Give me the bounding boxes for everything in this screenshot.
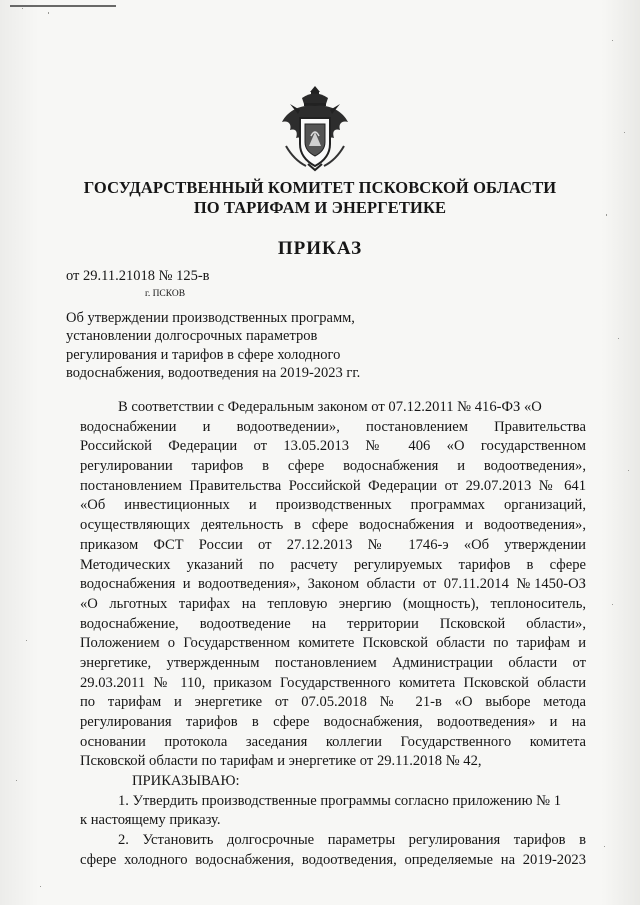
preamble-line: энергетике, утвержденным постановлением Администрации области от bbox=[80, 654, 586, 671]
authority-line-1: ГОСУДАРСТВЕННЫЙ КОМИТЕТ ПСКОВСКОЙ ОБЛАСТИ bbox=[83, 178, 557, 197]
item-1-line: к настоящему приказу. bbox=[80, 812, 221, 829]
coat-of-arms-emblem bbox=[278, 84, 352, 176]
order-subject bbox=[66, 309, 396, 383]
preamble-line: приказом ФСТ России от 27.12.2013 № 1746-э «Об утверждении bbox=[80, 536, 586, 553]
preamble-line: водоснабжения и водоотведения», Законом области от 07.11.2014 №1450-ОЗ bbox=[80, 576, 586, 593]
order-date-number: от 29.11.21018 № 125-в bbox=[66, 268, 210, 284]
preamble-line: Положением о Государственном комитете Псковской области по тарифам и bbox=[80, 635, 586, 652]
subject-line: Об утверждении производственных программ, bbox=[66, 310, 355, 326]
order-body bbox=[80, 398, 586, 871]
preamble-line: Псковской области по тарифам и энергетике от 29.11.2018 № 42, bbox=[80, 753, 482, 770]
preamble-line: 29.03.2011 № 110, приказом Государственного комитета Псковской области bbox=[80, 674, 586, 691]
preamble-line: водоснабжении и водоотведении», постановлением Правительства bbox=[80, 418, 586, 435]
issuing-authority bbox=[60, 178, 580, 218]
preamble-line: осуществляющих деятельность в сфере водоснабжения и водоотведения», bbox=[80, 517, 586, 534]
preamble-line: постановлением Правительства Российской Федерации от 29.07.2013 № 641 bbox=[80, 477, 586, 494]
preamble-line: Российской Федерации от 13.05.2013 № 406 «О государственном bbox=[80, 438, 586, 455]
item-2-line: сфере холодного водоснабжения, водоотведения, определяемые на 2019-2023 bbox=[80, 851, 586, 868]
preamble-line: «О льготных тарифах на тепловую энергию (мощность), теплоноситель, bbox=[80, 595, 586, 612]
item-1-line: 1. Утвердить производственные программы согласно приложению № 1 bbox=[118, 792, 562, 809]
authority-line-2: ПО ТАРИФАМ И ЭНЕРГЕТИКЕ bbox=[193, 198, 447, 217]
order-place: г. ПСКОВ bbox=[145, 289, 186, 299]
preamble-line: по тарифам и энергетике от 07.05.2018 № 21-в «О выборе метода bbox=[80, 694, 586, 711]
preamble-line: В соответствии с Федеральным законом от 07.12.2011 № 416-ФЗ «О bbox=[118, 399, 542, 415]
item-2-line: 2. Установить долгосрочные параметры регулирования тарифов в bbox=[118, 832, 586, 849]
preamble-line: основании протокола заседания коллегии Государственного комитета bbox=[80, 733, 586, 750]
preamble-line: «Об инвестиционных и производственных программах организаций, bbox=[80, 497, 586, 514]
preamble-line: регулирования тарифов в сфере водоснабжения, водоотведения» и на bbox=[80, 714, 586, 730]
subject-line: установлении долгосрочных параметров bbox=[66, 328, 318, 345]
preamble-line: водоснабжение, водоотведение на территории Псковской области», bbox=[80, 615, 586, 632]
subject-line: водоснабжения, водоотведения на 2019-2023 гг. bbox=[66, 365, 361, 382]
preamble-line: регулировании тарифов в сфере водоснабжения и водоотведения», bbox=[80, 458, 586, 475]
subject-line: регулирования и тарифов в сфере холодного bbox=[66, 346, 341, 363]
order-word: ПРИКАЗЫВАЮ: bbox=[132, 773, 240, 790]
document-title: ПРИКАЗ bbox=[277, 238, 363, 259]
preamble-line: Методических указаний по расчету регулируемых тарифов в сфере bbox=[80, 556, 586, 573]
